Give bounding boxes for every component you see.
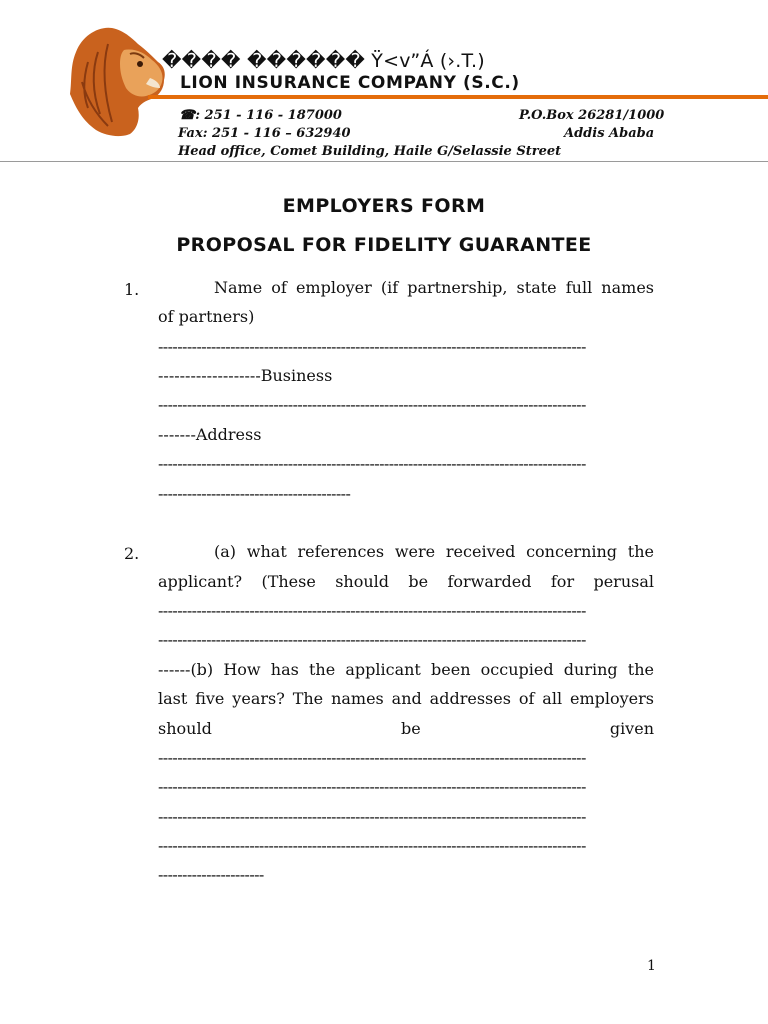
question-2-line: (a) what references were received concerning the xyxy=(214,542,654,561)
question-1-dash-line: ----------------------------------------------------------------------------------------- xyxy=(158,395,586,414)
question-2-dash-line: ----------------------------------------------------------------------------------------- xyxy=(158,630,586,649)
question-1-address-line: -------Address xyxy=(158,425,262,444)
company-name-amharic: ���� ������ Ÿ<v”Á (›.T.) xyxy=(162,50,485,72)
question-2-dash-line: ----------------------------------------------------------------------------------------- xyxy=(158,777,586,796)
question-1-dash-line: ---------------------------------------- xyxy=(158,484,351,503)
form-title: EMPLOYERS FORM xyxy=(282,195,486,217)
head-office-address: Head office, Comet Building, Haile G/Selassie Street xyxy=(178,144,562,159)
page-number: 1 xyxy=(647,958,656,974)
question-1-line: of partners) xyxy=(158,307,255,326)
fax-number: Fax: 251 - 116 – 632940 xyxy=(178,126,351,141)
form-subtitle: PROPOSAL FOR FIDELITY GUARANTEE xyxy=(176,234,592,256)
question-2-line: last five years? The names and addresses of all employers xyxy=(158,689,654,708)
question-1-business-line: -------------------Business xyxy=(158,366,333,385)
question-2-dash-line: ----------------------------------------------------------------------------------------- xyxy=(158,748,586,767)
question-2-number: 2. xyxy=(124,544,140,563)
city: Addis Ababa xyxy=(564,126,655,141)
po-box: P.O.Box 26281/1000 xyxy=(519,108,665,123)
question-2-dash-line: ----------------------------------------------------------------------------------------- xyxy=(158,601,586,620)
company-name: LION INSURANCE COMPANY (S.C.) xyxy=(180,73,520,93)
question-1-line: Name of employer (if partnership, state full names xyxy=(214,278,654,297)
phone-number: ☎: 251 - 116 - 187000 xyxy=(179,108,342,123)
question-2-line: applicant? (These should be forwarded for perusal xyxy=(158,572,654,591)
question-2-line: ------(b) How has the applicant been occupied during the xyxy=(158,660,654,679)
question-1-dash-line: ----------------------------------------------------------------------------------------- xyxy=(158,454,586,473)
question-1-number: 1. xyxy=(124,280,140,299)
question-2-dash-line: ---------------------- xyxy=(158,865,264,884)
header-divider xyxy=(0,161,768,162)
question-2-dash-line: ----------------------------------------------------------------------------------------- xyxy=(158,836,586,855)
header-accent-rule xyxy=(148,95,768,99)
question-2-line: should be given xyxy=(158,719,654,738)
question-2-dash-line: ----------------------------------------------------------------------------------------- xyxy=(158,807,586,826)
lion-head-icon xyxy=(68,22,170,140)
question-1-dash-line: ----------------------------------------------------------------------------------------- xyxy=(158,337,586,356)
